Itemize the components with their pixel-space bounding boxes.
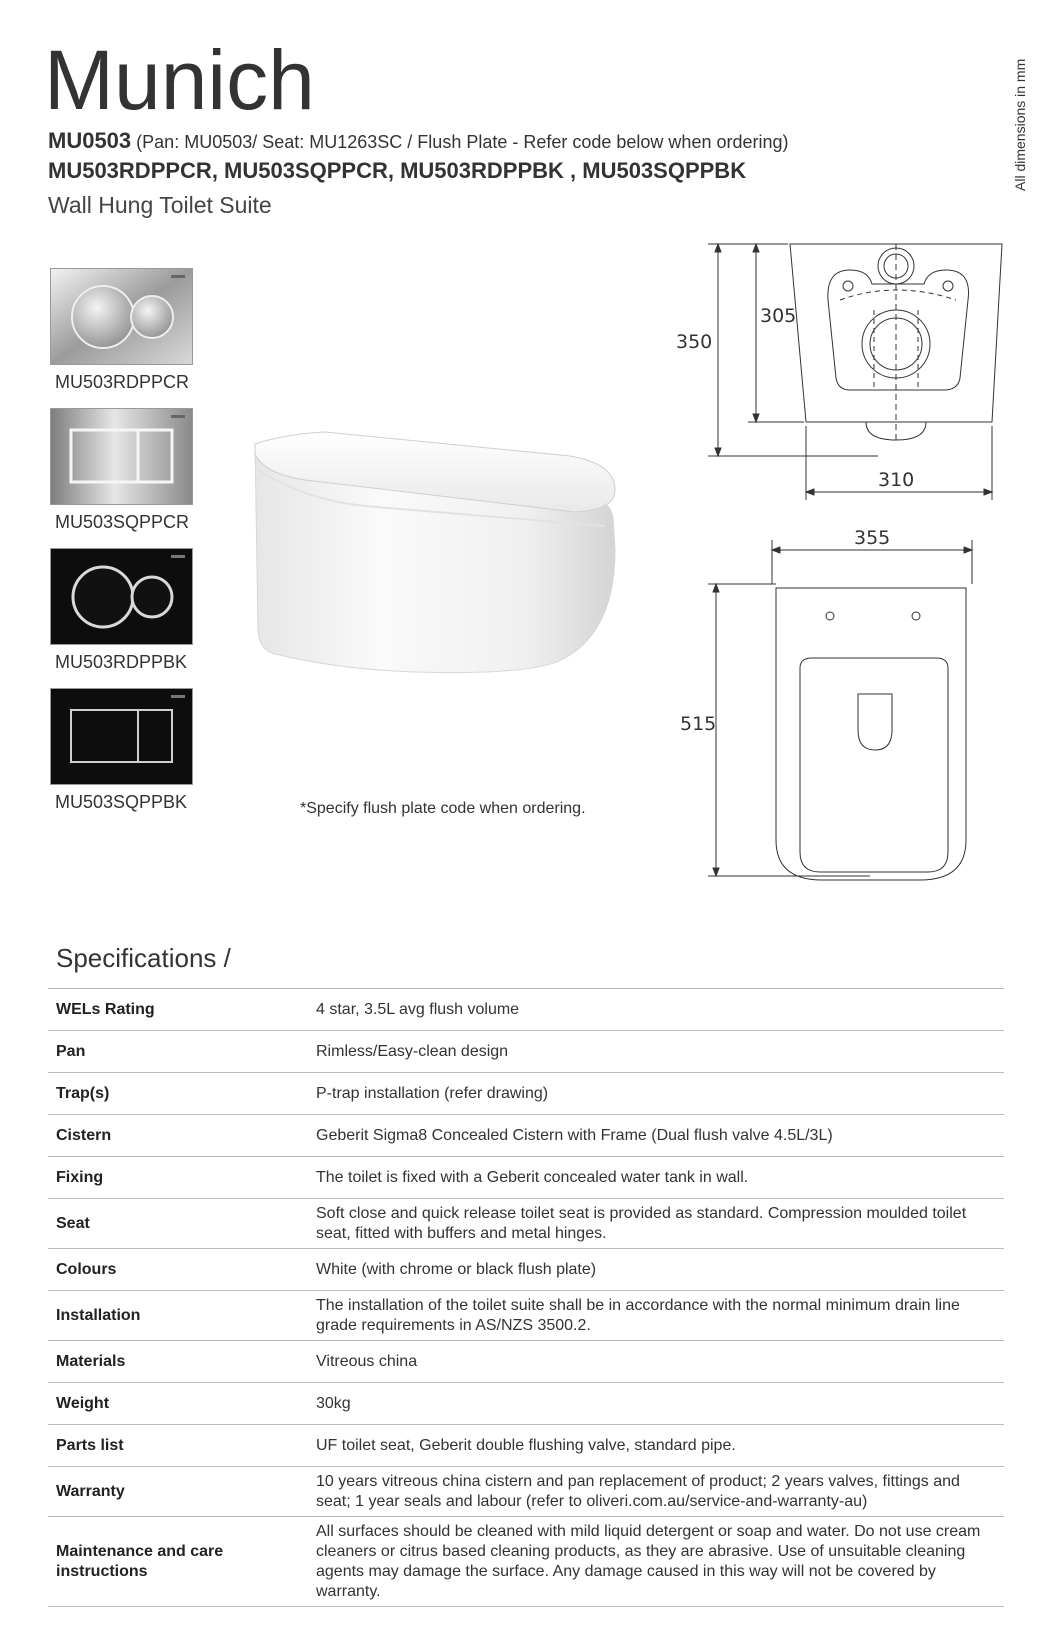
spec-label: Seat [48,1199,306,1249]
dimension-label-305: 305 [760,305,797,327]
spec-label: Materials [48,1341,306,1383]
spec-value: The toilet is fixed with a Geberit concealed water tank in wall. [306,1157,1004,1199]
spec-value: Geberit Sigma8 Concealed Cistern with Frame (Dual flush valve 4.5L/3L) [306,1115,1004,1157]
specifications-table [48,988,1004,1607]
table-row [48,1425,1004,1467]
model-code: MU0503 [48,128,132,153]
table-row [48,989,1004,1031]
specify-note: *Specify flush plate code when ordering. [300,800,586,817]
spec-label: Maintenance and care instructions [48,1517,306,1607]
dimension-label-350: 350 [676,331,713,353]
table-row [48,1157,1004,1199]
dimensions-note: All dimensions in mm [1012,58,1028,191]
variant-codes: MU503RDPPCR, MU503SQPPCR, MU503RDPPBK , MU503SQPPBK [48,158,747,183]
flush-plate-label: MU503RDPPBK [55,652,188,672]
flush-plate-square-black-image [50,688,193,785]
spec-value: P-trap installation (refer drawing) [306,1073,1004,1115]
spec-value: The installation of the toilet suite shall be in accordance with the normal minimum drain line grade requirements in AS/NZS 3500.2. [306,1291,1004,1341]
spec-value: All surfaces should be cleaned with mild liquid detergent or soap and water. Do not use cream cleaners or citrus based cleaning products, as they are abrasive. Use of unsuitable cleaning agents may damage the surface. Any damage caused in this way will not be covered by warranty. [306,1517,1004,1607]
flush-plate-label: MU503SQPPCR [55,512,190,532]
drawing-plan-view [680,527,1010,903]
flush-plate-label: MU503RDPPCR [55,372,190,392]
table-row [48,1031,1004,1073]
table-row [48,1467,1004,1517]
spec-label: Fixing [48,1157,306,1199]
product-subtitle: Wall Hung Toilet Suite [48,192,272,218]
spec-label: Cistern [48,1115,306,1157]
flush-plate-round-chrome-image [50,268,193,365]
spec-label: Trap(s) [48,1073,306,1115]
spec-label: Colours [48,1249,306,1291]
dimension-label-515: 515 [680,713,717,735]
dimension-label-310: 310 [878,469,915,491]
toilet-product-image [245,430,625,695]
spec-label: Weight [48,1383,306,1425]
flush-plate-square-chrome-image [50,408,193,505]
model-detail: (Pan: MU0503/ Seat: MU1263SC / Flush Plate - Refer code below when ordering) [136,132,789,152]
flush-plate-label: MU503SQPPBK [55,792,188,812]
spec-label: Parts list [48,1425,306,1467]
spec-value: 10 years vitreous china cistern and pan replacement of product; 2 years valves, fittings and seat; 1 year seals and labour (refer to oliveri.com.au/service-and-warranty-au) [306,1467,1004,1517]
spec-value: 30kg [306,1383,1004,1425]
table-row [48,1291,1004,1341]
table-row [48,1249,1004,1291]
page-title: Munich [44,33,315,127]
table-row [48,1517,1004,1607]
spec-value: 4 star, 3.5L avg flush volume [306,989,1004,1031]
spec-label: Installation [48,1291,306,1341]
spec-value: White (with chrome or black flush plate) [306,1249,1004,1291]
flush-plate-round-black-image [50,548,193,645]
table-row [48,1199,1004,1249]
table-row [48,1073,1004,1115]
spec-label: Warranty [48,1467,306,1517]
specifications-heading: Specifications / [56,943,231,973]
table-row [48,1383,1004,1425]
table-row [48,1115,1004,1157]
spec-value: UF toilet seat, Geberit double flushing valve, standard pipe. [306,1425,1004,1467]
spec-value: Rimless/Easy-clean design [306,1031,1004,1073]
spec-label: Pan [48,1031,306,1073]
table-row [48,1341,1004,1383]
spec-label: WELs Rating [48,989,306,1031]
spec-value: Soft close and quick release toilet seat is provided as standard. Compression moulded toilet seat, fitted with buffers and metal hinges. [306,1199,1004,1249]
model-code-line [48,128,789,154]
dimension-label-355: 355 [854,527,891,549]
spec-value: Vitreous china [306,1341,1004,1383]
drawing-top-view [676,240,1010,505]
